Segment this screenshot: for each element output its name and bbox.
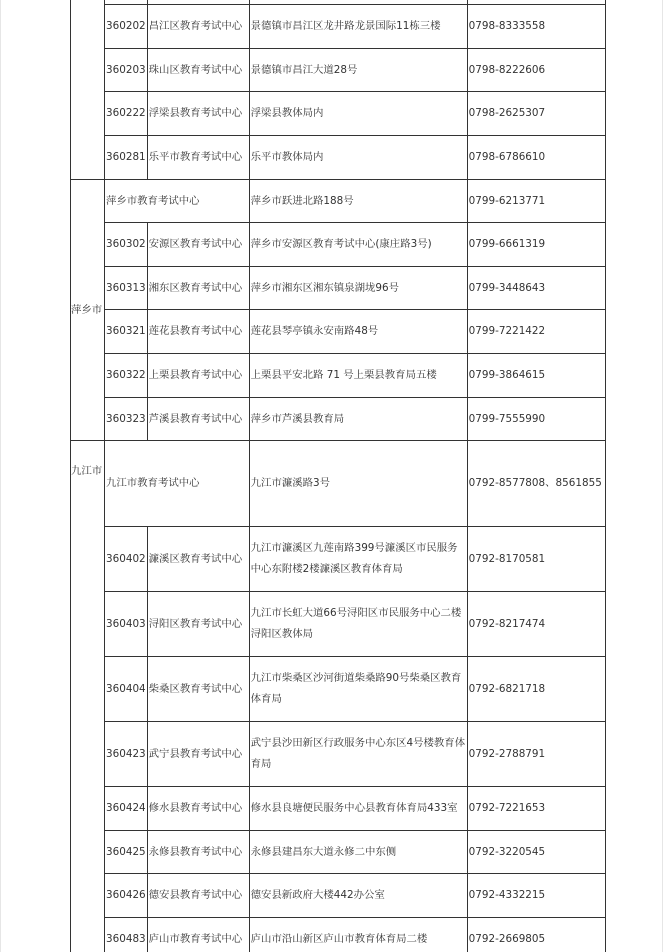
table-row <box>71 398 606 441</box>
address-cell: 九江市濂溪路3号 <box>249 441 467 527</box>
phone-cell: 0792-7221653 <box>467 787 605 831</box>
phone-cell: 0792-8577808、8561855 <box>467 441 605 527</box>
phone-cell: 0799-3448643 <box>467 267 605 310</box>
address-cell: 修水县良塘便民服务中心县教育体育局433室 <box>249 787 467 831</box>
table-row <box>71 918 606 952</box>
city-cell <box>71 441 105 952</box>
phone-cell: 0799-7555990 <box>467 398 605 441</box>
address-cell: 上栗县平安北路 71 号上栗县教育局五楼 <box>249 354 467 398</box>
table-row <box>71 874 606 918</box>
city-center-name-cell: 萍乡市教育考试中心 <box>105 180 250 223</box>
center-name-cell: 上栗县教育考试中心 <box>147 354 249 398</box>
phone-cell: 0798-8333558 <box>467 5 605 49</box>
region-code-cell: 360302 <box>105 223 148 267</box>
table-row <box>71 49 606 92</box>
address-cell: 景德镇市昌江区龙井路龙景国际11栋三楼 <box>249 5 467 49</box>
address-cell: 萍乡市跃进北路188号 <box>249 180 467 223</box>
address-cell: 九江市濂溪区九莲南路399号濂溪区市民服务中心东附楼2楼濂溪区教育体育局 <box>249 527 467 592</box>
table-row <box>71 180 606 223</box>
center-name-cell: 珠山区教育考试中心 <box>147 49 249 92</box>
region-code-cell: 360202 <box>105 5 148 49</box>
region-code-cell: 360424 <box>105 787 148 831</box>
table-row <box>71 5 606 49</box>
center-name-cell: 德安县教育考试中心 <box>147 874 249 918</box>
address-cell: 莲花县琴亭镇永安南路48号 <box>249 310 467 354</box>
table-row <box>71 92 606 136</box>
table-row <box>71 787 606 831</box>
center-name-cell: 濂溪区教育考试中心 <box>147 527 249 592</box>
region-code-cell: 360483 <box>105 918 148 952</box>
address-cell: 九江市柴桑区沙河街道柴桑路90号柴桑区教育体育局 <box>249 657 467 722</box>
region-code-cell: 360281 <box>105 136 148 180</box>
region-code-cell: 360426 <box>105 874 148 918</box>
table-row <box>71 657 606 722</box>
table-row <box>71 527 606 592</box>
center-name-cell: 湘东区教育考试中心 <box>147 267 249 310</box>
address-cell: 萍乡市芦溪县教育局 <box>249 398 467 441</box>
center-name-cell: 庐山市教育考试中心 <box>147 918 249 952</box>
center-name-cell: 莲花县教育考试中心 <box>147 310 249 354</box>
region-code-cell: 360323 <box>105 398 148 441</box>
table-row <box>71 310 606 354</box>
center-name-cell: 永修县教育考试中心 <box>147 831 249 874</box>
table-row <box>71 354 606 398</box>
address-cell: 萍乡市湘东区湘东镇泉湖垅96号 <box>249 267 467 310</box>
exam-center-table <box>70 0 606 952</box>
city-center-name-cell: 九江市教育考试中心 <box>105 441 250 527</box>
address-cell: 乐平市教体局内 <box>249 136 467 180</box>
table-row <box>71 592 606 657</box>
region-code-cell: 360402 <box>105 527 148 592</box>
address-cell: 景德镇市昌江大道28号 <box>249 49 467 92</box>
address-cell: 永修县建昌东大道永修二中东侧 <box>249 831 467 874</box>
address-cell: 萍乡市安源区教育考试中心(康庄路3号) <box>249 223 467 267</box>
center-name-cell: 安源区教育考试中心 <box>147 223 249 267</box>
phone-cell: 0799-7221422 <box>467 310 605 354</box>
center-name-cell: 修水县教育考试中心 <box>147 787 249 831</box>
region-code-cell: 360425 <box>105 831 148 874</box>
city-cell <box>71 0 105 180</box>
address-cell: 九江市长虹大道66号浔阳区市民服务中心二楼浔阳区教体局 <box>249 592 467 657</box>
phone-cell: 0792-6821718 <box>467 657 605 722</box>
region-code-cell: 360203 <box>105 49 148 92</box>
phone-cell: 0792-8217474 <box>467 592 605 657</box>
region-code-cell: 360313 <box>105 267 148 310</box>
region-code-cell: 360423 <box>105 722 148 787</box>
phone-cell: 0792-4332215 <box>467 874 605 918</box>
address-cell: 庐山市沿山新区庐山市教育体育局二楼 <box>249 918 467 952</box>
center-name-cell: 昌江区教育考试中心 <box>147 5 249 49</box>
region-code-cell: 360222 <box>105 92 148 136</box>
phone-cell: 0799-3864615 <box>467 354 605 398</box>
center-name-cell: 芦溪县教育考试中心 <box>147 398 249 441</box>
region-code-cell: 360322 <box>105 354 148 398</box>
page-border-left <box>0 0 1 952</box>
center-name-cell: 武宁县教育考试中心 <box>147 722 249 787</box>
phone-cell: 0798-2625307 <box>467 92 605 136</box>
table-row <box>71 441 606 527</box>
address-cell: 浮梁县教体局内 <box>249 92 467 136</box>
address-cell: 德安县新政府大楼442办公室 <box>249 874 467 918</box>
phone-cell: 0798-8222606 <box>467 49 605 92</box>
phone-cell: 0792-3220545 <box>467 831 605 874</box>
phone-cell: 0792-2788791 <box>467 722 605 787</box>
region-code-cell: 360404 <box>105 657 148 722</box>
phone-cell: 0792-8170581 <box>467 527 605 592</box>
center-name-cell: 乐平市教育考试中心 <box>147 136 249 180</box>
address-cell: 武宁县沙田新区行政服务中心东区4号楼教育体育局 <box>249 722 467 787</box>
table-row <box>71 267 606 310</box>
region-code-cell: 360403 <box>105 592 148 657</box>
phone-cell: 0799-6661319 <box>467 223 605 267</box>
table-row <box>71 136 606 180</box>
table-row <box>71 223 606 267</box>
center-name-cell: 浮梁县教育考试中心 <box>147 92 249 136</box>
table-row <box>71 831 606 874</box>
phone-cell: 0792-2669805 <box>467 918 605 952</box>
center-name-cell: 柴桑区教育考试中心 <box>147 657 249 722</box>
region-code-cell: 360321 <box>105 310 148 354</box>
center-name-cell: 浔阳区教育考试中心 <box>147 592 249 657</box>
city-label: 九江市 <box>71 465 103 477</box>
city-cell: 萍乡市 <box>71 180 105 441</box>
phone-cell: 0799-6213771 <box>467 180 605 223</box>
table-row <box>71 722 606 787</box>
phone-cell: 0798-6786610 <box>467 136 605 180</box>
